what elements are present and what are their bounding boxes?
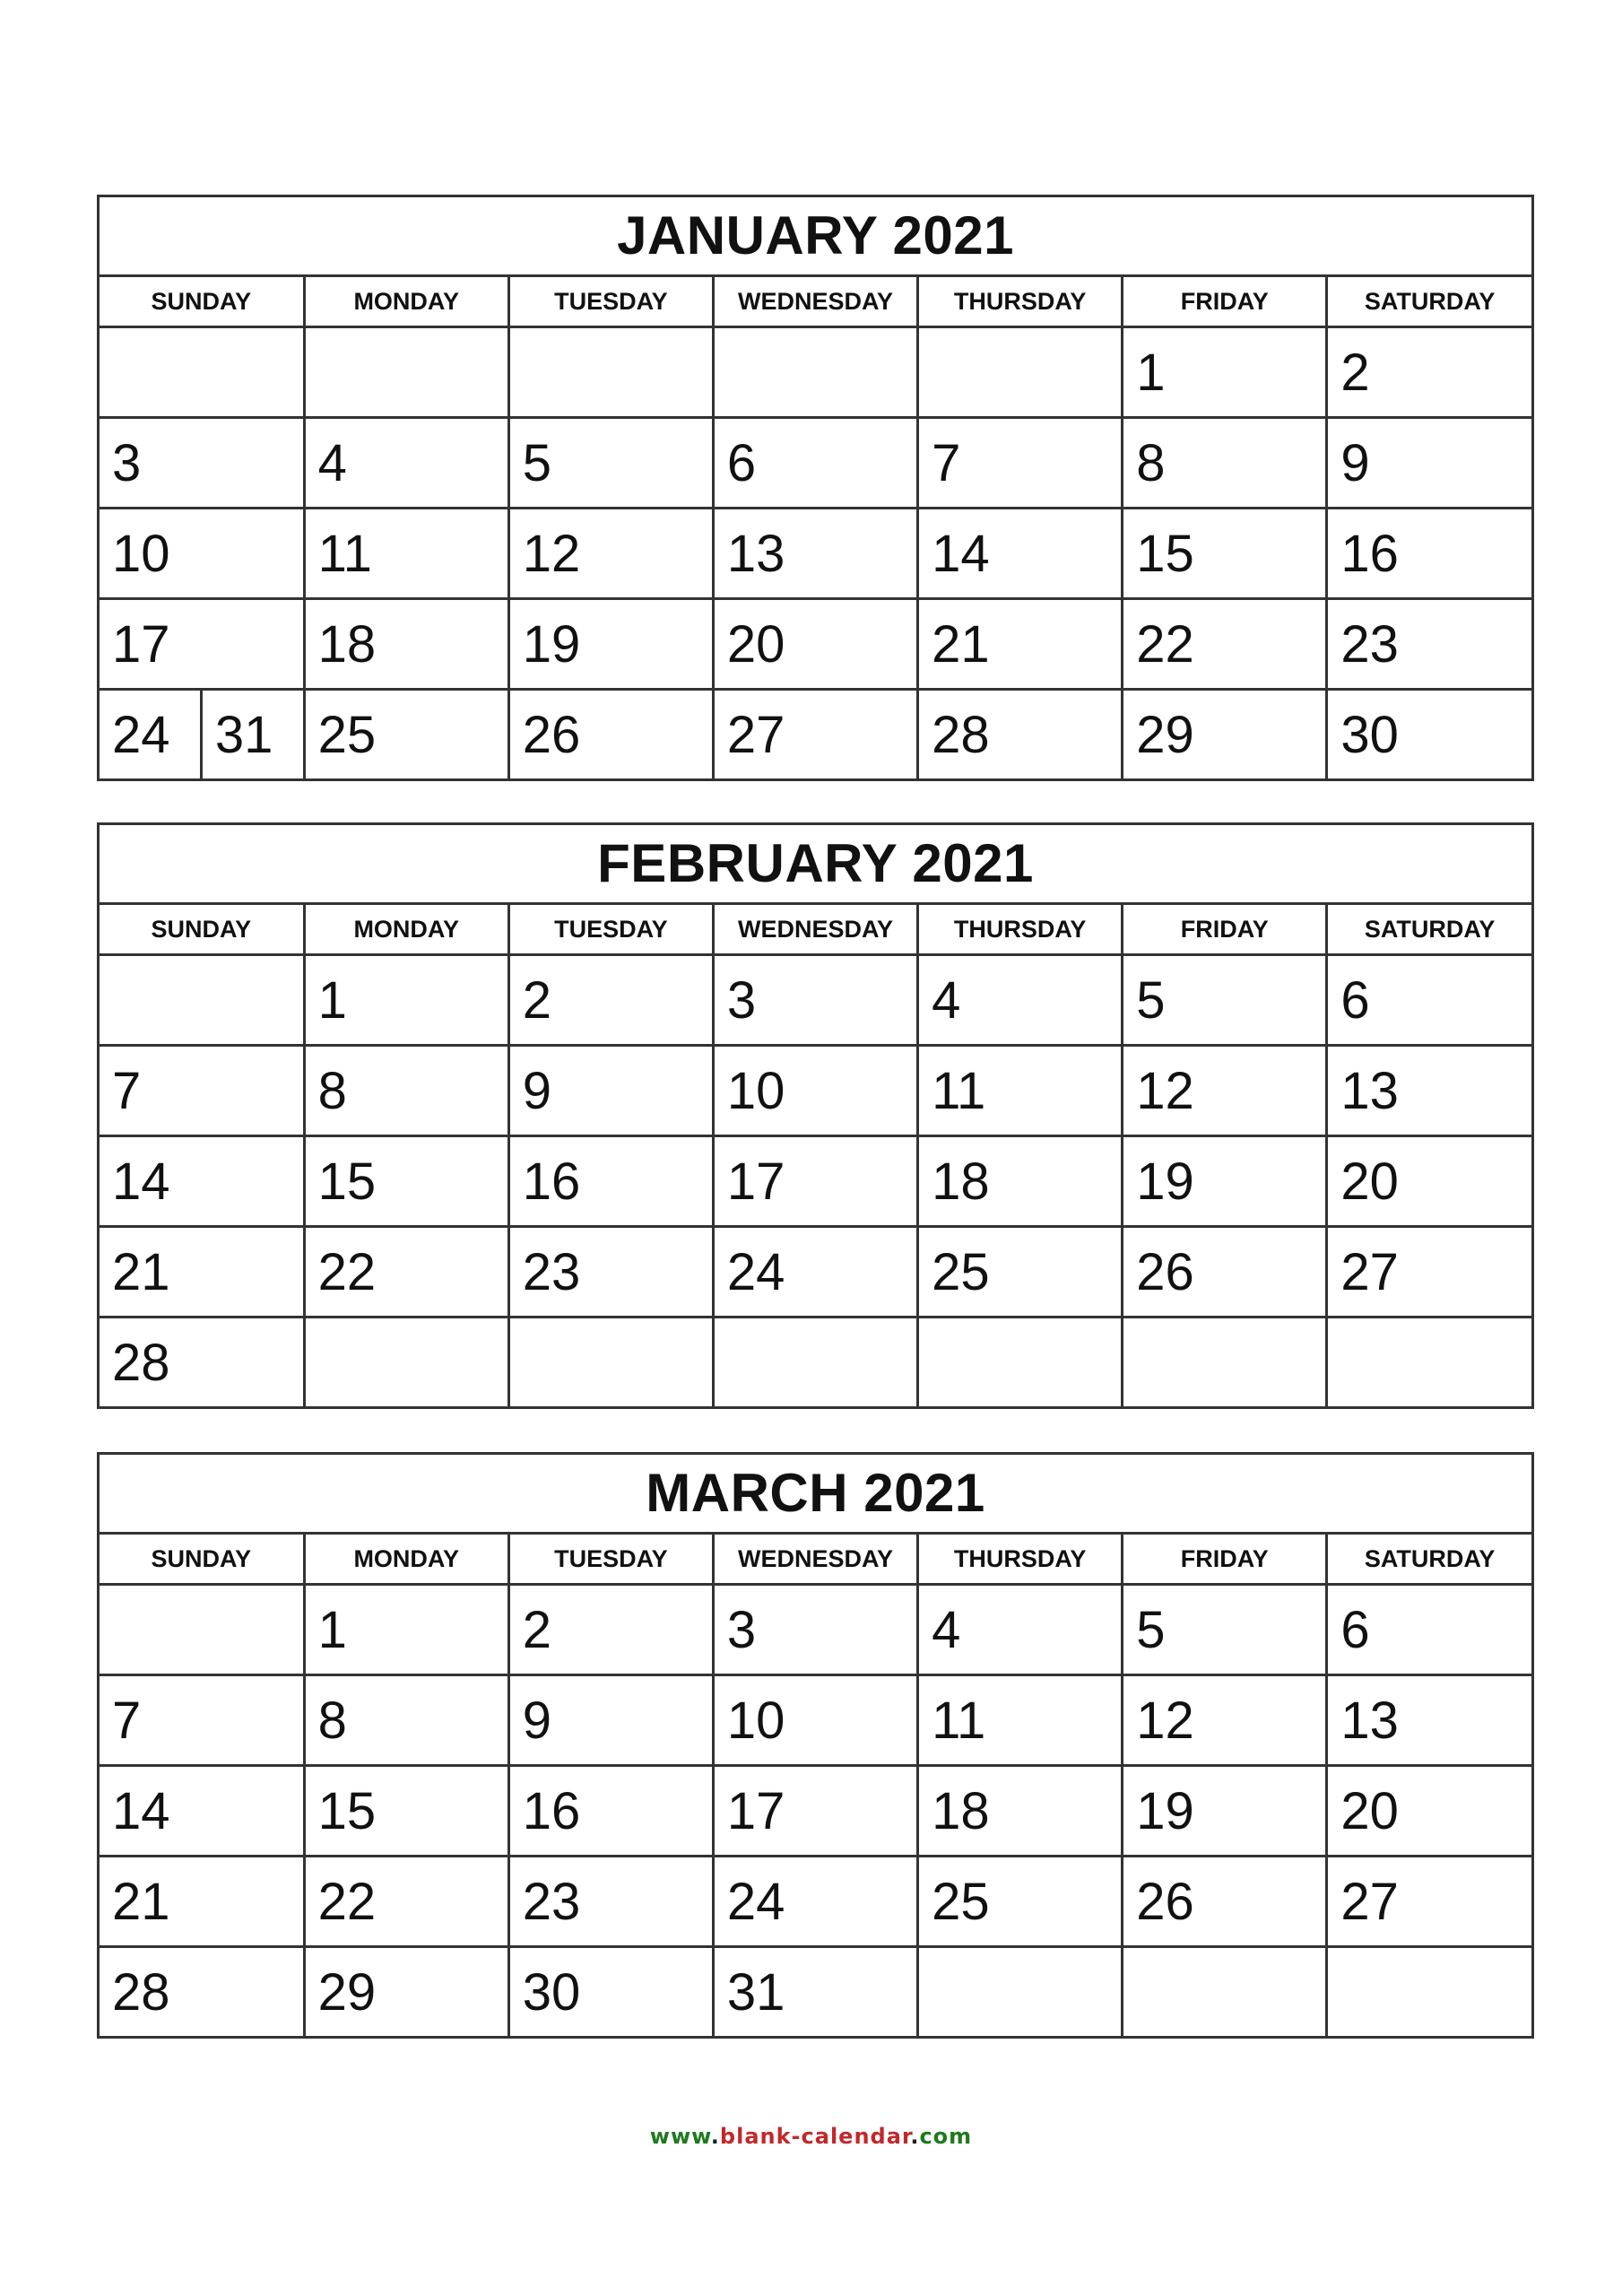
footer-site-name: blank-calendar bbox=[719, 2124, 911, 2149]
day-cell: 11 bbox=[918, 1046, 1123, 1136]
day-cell: 22 bbox=[304, 1857, 508, 1947]
day-cell: 23 bbox=[508, 1857, 713, 1947]
weekday-header: FRIDAY bbox=[1123, 1535, 1327, 1585]
month-january bbox=[97, 195, 1534, 781]
day-cell: 27 bbox=[713, 690, 917, 779]
day-cell: 30 bbox=[1327, 690, 1531, 779]
day-cell: 13 bbox=[713, 509, 917, 599]
day-cell: 12 bbox=[508, 509, 713, 599]
day-cell-empty bbox=[918, 1947, 1123, 2037]
day-cell-empty bbox=[918, 327, 1123, 418]
week-row bbox=[100, 327, 1531, 418]
weekday-header: WEDNESDAY bbox=[713, 277, 917, 327]
day-cell: 3 bbox=[713, 1585, 917, 1675]
month-march bbox=[97, 1452, 1534, 2039]
day-cell: 16 bbox=[508, 1136, 713, 1227]
day-cell: 13 bbox=[1327, 1675, 1531, 1766]
weekday-header: TUESDAY bbox=[508, 277, 713, 327]
day-cell-empty bbox=[100, 955, 304, 1046]
weekday-header: FRIDAY bbox=[1123, 277, 1327, 327]
day-cell: 21 bbox=[100, 1857, 304, 1947]
week-row bbox=[100, 599, 1531, 690]
day-cell: 19 bbox=[508, 599, 713, 690]
day-cell: 20 bbox=[713, 599, 917, 690]
day-cell: 25 bbox=[304, 690, 508, 779]
day-cell: 14 bbox=[918, 509, 1123, 599]
weekday-header: WEDNESDAY bbox=[713, 905, 917, 955]
month-title: MARCH 2021 bbox=[100, 1455, 1531, 1535]
day-cell: 7 bbox=[100, 1046, 304, 1136]
footer-dot: . bbox=[910, 2124, 920, 2149]
calendar-grid bbox=[100, 1535, 1531, 2036]
day-cell: 16 bbox=[1327, 509, 1531, 599]
day-cell: 10 bbox=[100, 509, 304, 599]
month-february bbox=[97, 822, 1534, 1409]
day-cell: 19 bbox=[1123, 1766, 1327, 1857]
day-cell-empty bbox=[713, 327, 917, 418]
day-cell: 20 bbox=[1327, 1136, 1531, 1227]
day-cell: 15 bbox=[304, 1136, 508, 1227]
calendar-grid bbox=[100, 905, 1531, 1406]
week-row bbox=[100, 1136, 1531, 1227]
week-row bbox=[100, 1227, 1531, 1318]
footer-tld: com bbox=[919, 2124, 973, 2149]
day-cell: 2 bbox=[508, 955, 713, 1046]
day-cell: 3 bbox=[100, 418, 304, 509]
week-row bbox=[100, 1947, 1531, 2037]
day-cell: 30 bbox=[508, 1947, 713, 2037]
day-cell: 29 bbox=[1123, 690, 1327, 779]
day-cell-empty bbox=[508, 1318, 713, 1407]
day-cell: 23 bbox=[1327, 599, 1531, 690]
calendar-grid bbox=[100, 277, 1531, 778]
day-cell: 31 bbox=[713, 1947, 917, 2037]
weekday-header: THURSDAY bbox=[918, 905, 1123, 955]
day-cell: 6 bbox=[1327, 955, 1531, 1046]
day-cell-empty bbox=[1123, 1947, 1327, 2037]
week-row bbox=[100, 1766, 1531, 1857]
day-cell: 6 bbox=[713, 418, 917, 509]
day-cell: 15 bbox=[1123, 509, 1327, 599]
day-cell: 23 bbox=[508, 1227, 713, 1318]
day-cell: 10 bbox=[713, 1046, 917, 1136]
weekday-header: SATURDAY bbox=[1327, 905, 1531, 955]
day-cell: 18 bbox=[918, 1136, 1123, 1227]
week-row bbox=[100, 1318, 1531, 1407]
day-cell: 4 bbox=[918, 1585, 1123, 1675]
day-cell-empty bbox=[304, 1318, 508, 1407]
day-cell: 21 bbox=[918, 599, 1123, 690]
day-cell: 17 bbox=[713, 1766, 917, 1857]
day-cell: 27 bbox=[1327, 1857, 1531, 1947]
weekday-header: SUNDAY bbox=[100, 277, 304, 327]
day-cell: 5 bbox=[1123, 955, 1327, 1046]
day-cell-empty bbox=[304, 327, 508, 418]
day-cell: 14 bbox=[100, 1136, 304, 1227]
day-cell: 4 bbox=[918, 955, 1123, 1046]
footer-website bbox=[0, 2124, 1622, 2149]
weekday-header: MONDAY bbox=[304, 277, 508, 327]
day-cell: 9 bbox=[1327, 418, 1531, 509]
weekday-header-row bbox=[100, 1535, 1531, 1585]
day-cell: 11 bbox=[918, 1675, 1123, 1766]
day-cell: 12 bbox=[1123, 1046, 1327, 1136]
day-cell: 2 bbox=[1327, 327, 1531, 418]
day-cell: 26 bbox=[1123, 1857, 1327, 1947]
day-cell: 17 bbox=[713, 1136, 917, 1227]
day-cell: 25 bbox=[918, 1857, 1123, 1947]
day-cell: 26 bbox=[1123, 1227, 1327, 1318]
day-cell-empty bbox=[508, 327, 713, 418]
day-cell: 28 bbox=[918, 690, 1123, 779]
day-cell: 2 bbox=[508, 1585, 713, 1675]
day-cell-empty bbox=[1123, 1318, 1327, 1407]
day-cell: 27 bbox=[1327, 1227, 1531, 1318]
day-number: 24 bbox=[112, 705, 170, 764]
footer-www: www bbox=[649, 2124, 711, 2149]
day-cell: 3 bbox=[713, 955, 917, 1046]
day-cell: 1 bbox=[1123, 327, 1327, 418]
day-cell: 7 bbox=[918, 418, 1123, 509]
week-row bbox=[100, 418, 1531, 509]
day-cell: 29 bbox=[304, 1947, 508, 2037]
weekday-header: FRIDAY bbox=[1123, 905, 1327, 955]
week-row bbox=[100, 509, 1531, 599]
day-cell: 8 bbox=[304, 1046, 508, 1136]
day-cell: 1 bbox=[304, 955, 508, 1046]
day-cell: 22 bbox=[304, 1227, 508, 1318]
day-cell: 18 bbox=[918, 1766, 1123, 1857]
day-cell: 24 bbox=[713, 1227, 917, 1318]
day-cell: 13 bbox=[1327, 1046, 1531, 1136]
day-cell: 15 bbox=[304, 1766, 508, 1857]
day-cell-empty bbox=[713, 1318, 917, 1407]
week-row bbox=[100, 955, 1531, 1046]
day-cell: 6 bbox=[1327, 1585, 1531, 1675]
day-cell: 10 bbox=[713, 1675, 917, 1766]
week-row bbox=[100, 1675, 1531, 1766]
week-row bbox=[100, 1857, 1531, 1947]
day-cell: 20 bbox=[1327, 1766, 1531, 1857]
day-cell-empty bbox=[918, 1318, 1123, 1407]
day-cell: 25 bbox=[918, 1227, 1123, 1318]
weekday-header: SATURDAY bbox=[1327, 277, 1531, 327]
day-cell: 26 bbox=[508, 690, 713, 779]
weekday-header: SUNDAY bbox=[100, 905, 304, 955]
weekday-header: WEDNESDAY bbox=[713, 1535, 917, 1585]
day-cell: 1 bbox=[304, 1585, 508, 1675]
day-cell: 16 bbox=[508, 1766, 713, 1857]
day-cell: 11 bbox=[304, 509, 508, 599]
weekday-header-row bbox=[100, 905, 1531, 955]
day-cell: 24 bbox=[713, 1857, 917, 1947]
day-cell: 28 bbox=[100, 1318, 304, 1407]
weekday-header-row bbox=[100, 277, 1531, 327]
weekday-header: SUNDAY bbox=[100, 1535, 304, 1585]
weekday-header: THURSDAY bbox=[918, 1535, 1123, 1585]
day-number: 31 bbox=[200, 691, 303, 778]
week-row bbox=[100, 690, 1531, 779]
day-cell: 5 bbox=[508, 418, 713, 509]
day-cell: 19 bbox=[1123, 1136, 1327, 1227]
weekday-header: MONDAY bbox=[304, 1535, 508, 1585]
weekday-header: SATURDAY bbox=[1327, 1535, 1531, 1585]
day-cell: 7 bbox=[100, 1675, 304, 1766]
day-cell-empty bbox=[1327, 1947, 1531, 2037]
week-row bbox=[100, 1046, 1531, 1136]
day-cell: 5 bbox=[1123, 1585, 1327, 1675]
day-cell: 9 bbox=[508, 1046, 713, 1136]
day-cell: 21 bbox=[100, 1227, 304, 1318]
day-cell: 12 bbox=[1123, 1675, 1327, 1766]
day-cell-empty bbox=[1327, 1318, 1531, 1407]
day-cell: 28 bbox=[100, 1947, 304, 2037]
weekday-header: TUESDAY bbox=[508, 1535, 713, 1585]
weekday-header: THURSDAY bbox=[918, 277, 1123, 327]
day-cell-empty bbox=[100, 327, 304, 418]
day-cell: 8 bbox=[304, 1675, 508, 1766]
day-cell: 17 bbox=[100, 599, 304, 690]
weekday-header: TUESDAY bbox=[508, 905, 713, 955]
day-cell: 22 bbox=[1123, 599, 1327, 690]
month-title: FEBRUARY 2021 bbox=[100, 825, 1531, 905]
day-cell: 8 bbox=[1123, 418, 1327, 509]
week-row bbox=[100, 1585, 1531, 1675]
day-cell-empty bbox=[100, 1585, 304, 1675]
day-cell: 14 bbox=[100, 1766, 304, 1857]
weekday-header: MONDAY bbox=[304, 905, 508, 955]
day-cell: 4 bbox=[304, 418, 508, 509]
day-cell: 18 bbox=[304, 599, 508, 690]
month-title: JANUARY 2021 bbox=[100, 197, 1531, 277]
day-cell: 9 bbox=[508, 1675, 713, 1766]
day-cell-split bbox=[100, 690, 304, 779]
footer-dot: . bbox=[710, 2124, 720, 2149]
